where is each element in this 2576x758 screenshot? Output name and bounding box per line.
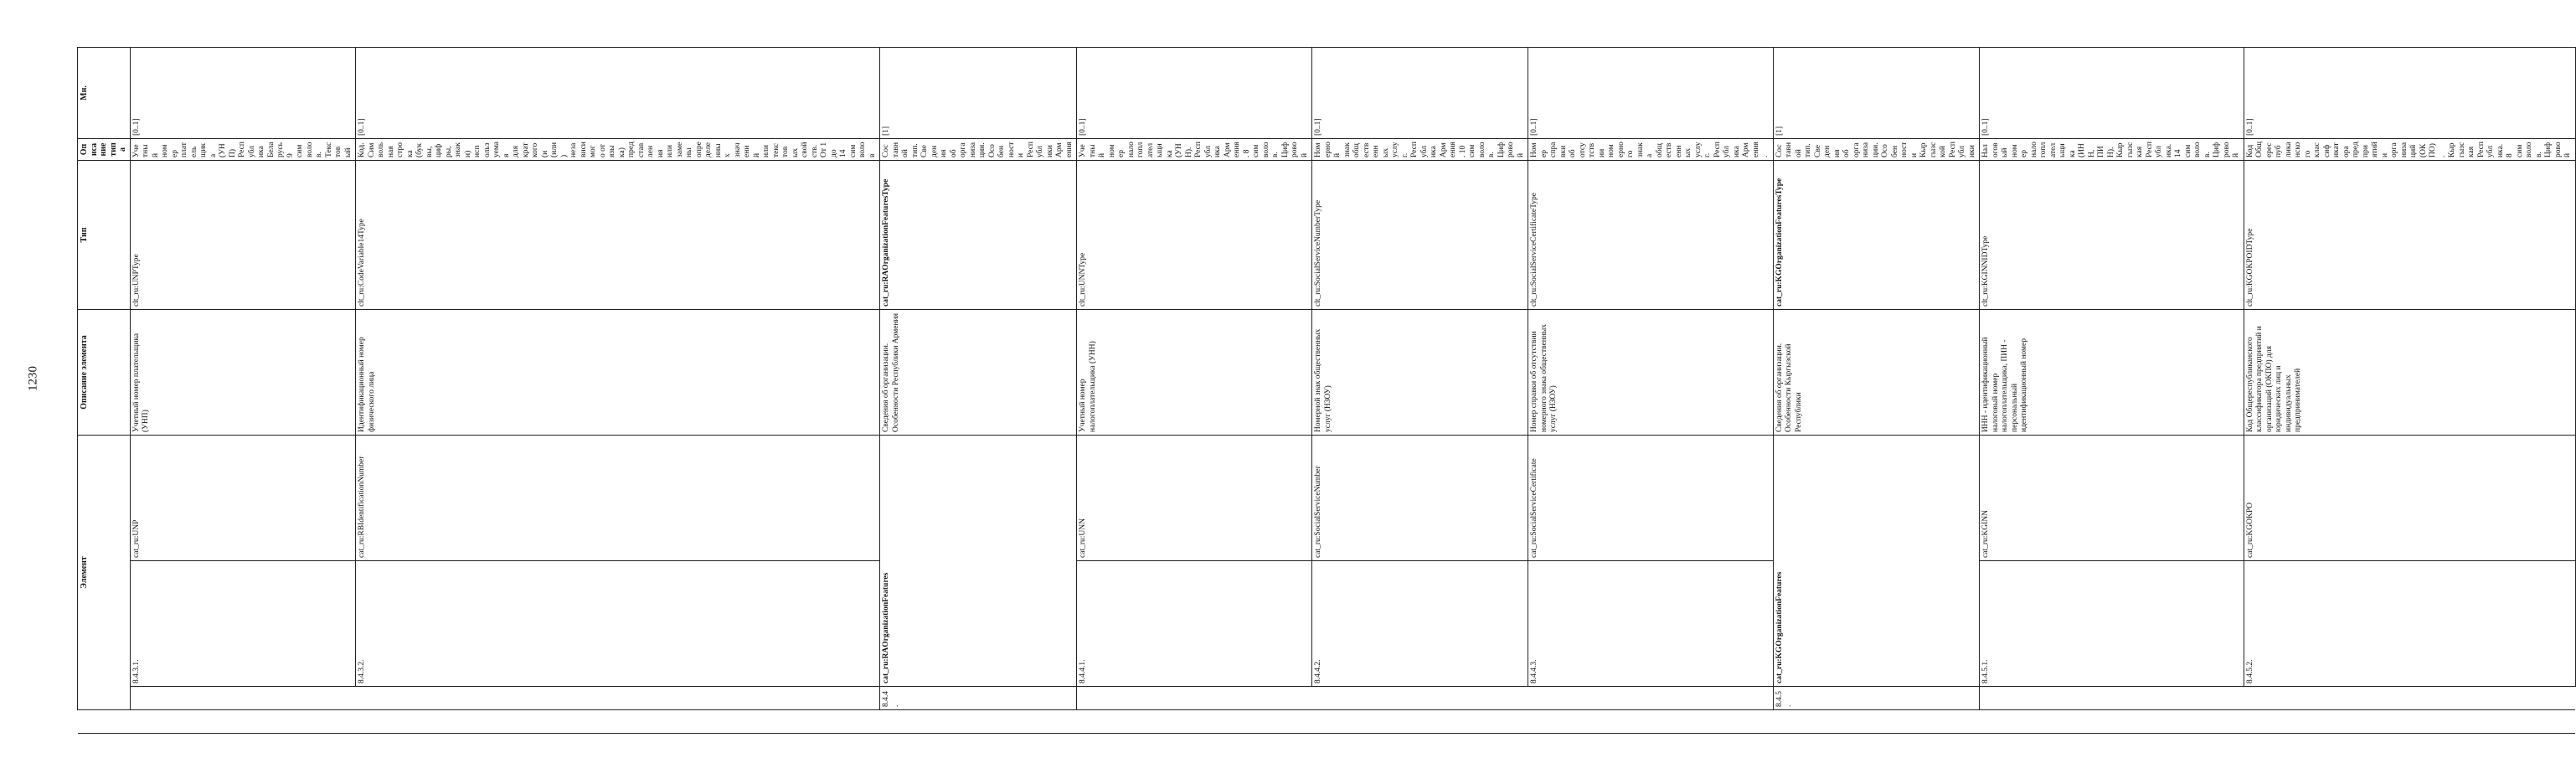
type-description: Код. Символьная строка (буквы, цифры, знаки) используемая для краткого (и (или) независимого от языка) представления или замены определенных значений или текстовых свойств. От 1 до 14 символов (356, 138, 880, 160)
multiplicity: [0..1] (1528, 48, 1774, 139)
multiplicity: [1] (1773, 48, 1980, 139)
multiplicity: [0..1] (130, 48, 356, 139)
row-indent-blank-2 (1528, 687, 1774, 710)
type-name: clt_ru:KGINNIDType (1980, 160, 2244, 309)
row-indent-blank (1077, 710, 1312, 734)
table-row (356, 48, 880, 734)
type-description: Составной тип. Сведения об организации. Особенности Кыргызской Республики (1773, 138, 1980, 160)
element-name: cat_ru:KGOrganizationFeatures (1773, 435, 1980, 686)
table-header (78, 48, 131, 734)
table-row (1312, 48, 1528, 734)
row-number: 8.4.4. (880, 687, 1077, 710)
row-indent-blank (1528, 710, 1774, 734)
element-description: Сведения об организации. Особенности Кыргызской Республики (1773, 309, 1980, 435)
type-name: clt_ru:UNPType (130, 160, 356, 309)
element-description: Номерной знак общественных услуг (НЗОУ) (1312, 309, 1528, 435)
element-name: cat_ru:KGOKPO (2244, 435, 2575, 560)
page-number: 1230 (26, 366, 40, 391)
row-number: 8.4.5. (1773, 687, 1980, 710)
element-description: Учетный номер плательщика (УНП) (130, 309, 356, 435)
table-row (1773, 48, 1980, 734)
type-name: cat_ru:RAOrganizationFeaturesType (880, 160, 1077, 309)
row-number: 8.4.3.2. (356, 561, 880, 687)
header-blank (78, 710, 131, 734)
row-number: 8.4.5.1. (1980, 561, 2244, 687)
element-description: Код Общереспубликанского классификатора предприятий и организаций (ОКПО) для юридических лиц и индивидуальных предпринимателей (2244, 309, 2575, 435)
type-description: Учетный номер плательщика (УНП) Республика Беларусь 9 символов. Текстовый (130, 138, 356, 160)
header-element-desc: Описание элемента (78, 309, 131, 435)
row-indent-blank-2 (130, 687, 356, 710)
type-description: Код Общереспубликанского классификатора предприятий и организаций (ОКПО). Кыргызская Республика. 8 символов. Цифровой (2244, 138, 2575, 160)
element-description: Учетный номер налогоплательщика (УНН) (1077, 309, 1312, 435)
multiplicity: [0..1] (1312, 48, 1528, 139)
type-description: Номерной знак общественных услуг. Республика Армения. 10 символов. Цифровой (1312, 138, 1528, 160)
type-name: clt_ru:SocialServiceCertificateType (1528, 160, 1774, 309)
type-name: clt_ru:SocialServiceNumberType (1312, 160, 1528, 309)
multiplicity: [1] (880, 48, 1077, 139)
type-name: clt_ru:KGOKPOIDType (2244, 160, 2575, 309)
row-indent-blank (1312, 710, 1528, 734)
row-indent-blank (1773, 710, 1980, 734)
row-number: 8.4.5.2. (2244, 561, 2575, 687)
type-name: clt_ru:UNNType (1077, 160, 1312, 309)
rotated-table-container (77, 47, 2572, 734)
table-row (2244, 48, 2575, 734)
element-name: cat_ru:SocialServiceNumber (1312, 435, 1528, 560)
table-row (1980, 48, 2244, 734)
multiplicity: [0..1] (1077, 48, 1312, 139)
row-indent-blank (880, 710, 1077, 734)
row-number: 8.4.4.3. (1528, 561, 1774, 687)
row-number: 8.4.4.1. (1077, 561, 1312, 687)
row-indent-blank (356, 710, 880, 734)
element-name: cat_ru:RAOrganizationFeatures (880, 435, 1077, 686)
element-description: Идентификационный номер физического лица (356, 309, 880, 435)
row-indent-blank (2244, 710, 2575, 734)
row-indent-blank (1980, 710, 2244, 734)
element-description: Номер справки об отсутствии номерного знака общественных услуг (НЗОУ) (1528, 309, 1774, 435)
row-indent-blank-2 (1980, 687, 2244, 710)
type-description: Номер справки об отсутствии номерного знака общественных услуг. Республика Армения. (1528, 138, 1774, 160)
row-indent-blank-2 (1077, 687, 1312, 710)
element-name: cat_ru:UNP (130, 435, 356, 560)
row-number: 8.4.3.1. (130, 561, 356, 687)
table-row (1077, 48, 1312, 734)
table-row (130, 48, 356, 734)
type-description: Учетный номер налогоплательщика (УНН). Республика Армения. 8 символов. Цифровой (1077, 138, 1312, 160)
element-name: cat_ru:SocialServiceCertificate (1528, 435, 1774, 560)
element-name: cat_ru:KGINN (1980, 435, 2244, 560)
table-row (880, 48, 1077, 734)
header-mult: Мн. (78, 48, 131, 139)
element-description: ИНН - идентификационный налоговый номер налогоплательщика, ПИН - персональный идентификационный номер (1980, 309, 2244, 435)
multiplicity: [0..1] (1980, 48, 2244, 139)
row-number: 8.4.4.2. (1312, 561, 1528, 687)
row-indent-blank (130, 710, 356, 734)
table-row (1528, 48, 1774, 734)
header-type-desc: Описание типа (78, 138, 131, 160)
multiplicity: [0..1] (356, 48, 880, 139)
type-description: Налоговый номер налогоплательщика (ИНН, ПИН). Кыргызская Республика. 14 символов. Цифровой (1980, 138, 2244, 160)
type-name: clt_ru:CodeVariable14Type (356, 160, 880, 309)
type-name: cat_ru:KGOrganizationFeaturesType (1773, 160, 1980, 309)
type-description: Составной тип. Сведения об организации. Особенности Республики Армения (880, 138, 1077, 160)
element-name: cat_ru:UNN (1077, 435, 1312, 560)
schema-table (77, 47, 2576, 734)
element-description: Сведения об организации. Особенности Республики Армения (880, 309, 1077, 435)
element-name: cat_ru:RBIdentificationNumber (356, 435, 880, 560)
multiplicity: [0..1] (2244, 48, 2575, 139)
row-indent-blank-2 (356, 687, 880, 710)
header-type: Тип (78, 160, 131, 309)
header-element: Элемент (78, 435, 131, 709)
row-indent-blank-2 (1312, 687, 1528, 710)
row-indent-blank-2 (2244, 687, 2575, 710)
